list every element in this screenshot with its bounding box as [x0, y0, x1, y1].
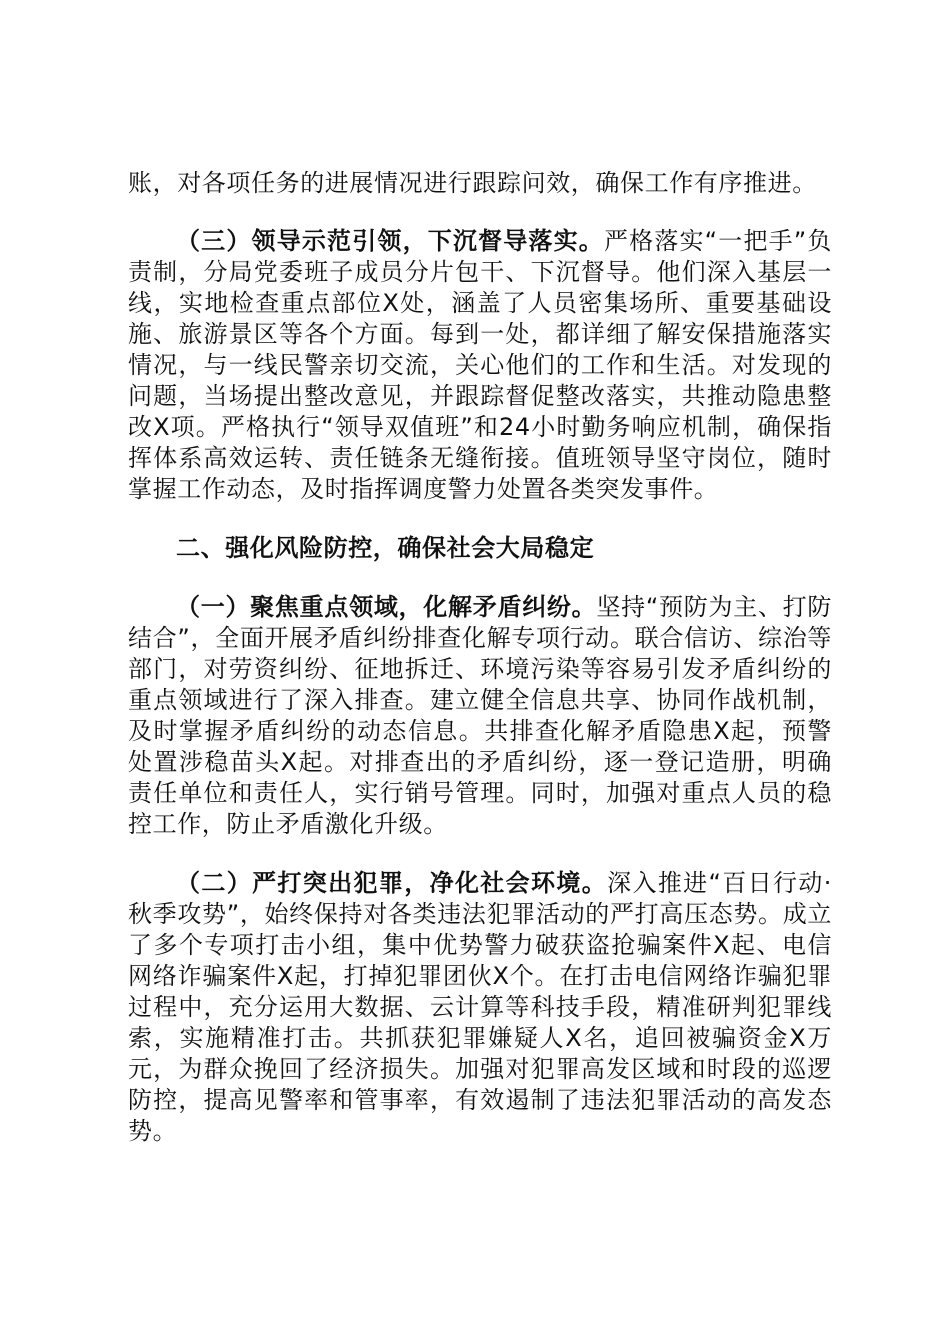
- paragraph-body: 严格落实“一把手”负责制，分局党委班子成员分片包干、下沉督导。他们深入基层一线，实地检查重点部位X处，涵盖了人员密集场所、重要基础设施、旅游景区等各个方面。每到一处，都详细了解安保措施落实情况，与一线民警亲切交流，关心他们的工作和生活。对发现的问题，当场提出整改意见，并跟踪督促整改落实，共推动隐患整改X项。严格执行“领导双值班”和24小时勤务响应机制，确保指挥体系高效运转、责任链条无缝衔接。值班领导坚守岗位，随时掌握工作动态，及时指挥调度警力处置各类突发事件。: [128, 227, 833, 503]
- paragraph-2-2: [128, 868, 832, 1147]
- document-page: [128, 168, 832, 1147]
- paragraph-lead: （一）聚焦重点领域，化解矛盾纠纷。: [176, 593, 597, 621]
- paragraph-lead: （二）严打突出犯罪，净化社会环境。: [176, 869, 608, 897]
- paragraph-body: 深入推进“百日行动·秋季攻势”，始终保持对各类违法犯罪活动的严打高压态势。成立了多个专项打击小组，集中优势警力破获盗抢骗案件X起、电信网络诈骗案件X起，打掉犯罪团伙X个。在打击电信网络诈骗犯罪过程中，充分运用大数据、云计算等科技手段，精准研判犯罪线索，实施精准打击。共抓获犯罪嫌疑人X名，追回被骗资金X万元，为群众挽回了经济损失。加强对犯罪高发区域和时段的巡逻防控，提高见警率和管事率，有效遏制了违法犯罪活动的高发态势。: [128, 869, 833, 1145]
- paragraph-lead: （三）领导示范引领，下沉督导落实。: [176, 227, 604, 255]
- paragraph-continuation: 账，对各项任务的进展情况进行跟踪问效，确保工作有序推进。: [128, 169, 817, 197]
- paragraph-2-1: [128, 592, 832, 840]
- section-heading: 二、强化风险防控，确保社会大局稳定: [176, 534, 595, 562]
- paragraph-1-3: [128, 226, 832, 505]
- paragraph-body: 坚持“预防为主、打防结合”，全面开展矛盾纠纷排查化解专项行动。联合信访、综治等部门，对劳资纠纷、征地拆迁、环境污染等容易引发矛盾纠纷的重点领域进行了深入排查。建立健全信息共享、协同作战机制，及时掌握矛盾纠纷的动态信息。共排查化解矛盾隐患X起，预警处置涉稳苗头X起。对排查出的矛盾纠纷，逐一登记造册，明确责任单位和责任人，实行销号管理。同时，加强对重点人员的稳控工作，防止矛盾激化升级。: [128, 593, 833, 838]
